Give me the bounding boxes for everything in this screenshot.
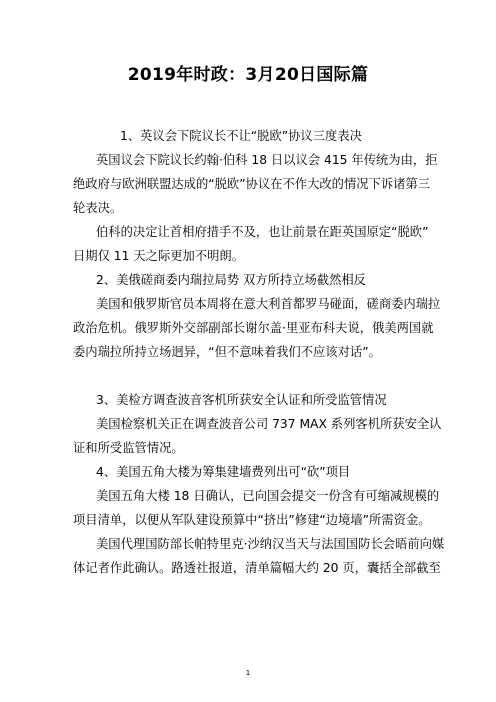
heading-item-4: 4、美国五角大楼为筹集建墙费列出可“砍”项目 <box>96 465 351 479</box>
paragraph-line: 美国代理国防部长帕特里克·沙纳汉当天与法国国防长会晤前向媒 <box>96 537 445 551</box>
paragraph-line: 伯科的决定让首相府措手不及，也让前景在距英国原定“脱欧” <box>96 225 429 239</box>
heading-item-2: 2、美俄磋商委内瑞拉局势 双方所持立场截然相反 <box>96 273 366 287</box>
paragraph-line: 美国和俄罗斯官员本周将在意大利首都罗马碰面，磋商委内瑞拉 <box>96 297 441 311</box>
paragraph-line: 体记者作此确认。路透社报道，清单篇幅大约 20 页，囊括全部截至 <box>73 561 441 575</box>
page-number: 1 <box>245 669 251 677</box>
paragraph-line: 日期仅 11 天之际更加不明朗。 <box>73 249 245 263</box>
paragraph-line: 证和所受监管情况。 <box>73 441 184 455</box>
paragraph-line: 政治危机。俄罗斯外交部副部长谢尔盖·里亚布科夫说，俄美两国就 <box>73 321 434 335</box>
paragraph-line: 绝政府与欧洲联盟达成的“脱欧”协议在不作大改的情况下诉诸第三 <box>73 177 431 191</box>
paragraph-line: 委内瑞拉所持立场迥异，“但不意味着我们不应该对话”。 <box>73 345 381 359</box>
paragraph-line: 英国议会下院议长约翰·伯科 18 日以议会 415 年传统为由，拒 <box>96 153 438 167</box>
paragraph-line: 项目清单，以便从军队建设预算中“挤出”修建“边境墙”所需资金。 <box>73 513 431 527</box>
paragraph-line: 美国检察机关正在调查波音公司 737 MAX 系列客机所获安全认 <box>96 417 442 431</box>
paragraph-line: 轮表决。 <box>73 201 123 215</box>
paragraph-line: 美国五角大楼 18 日确认，已向国会提交一份含有可缩减规模的 <box>96 489 440 503</box>
heading-item-1: 1、英议会下院议长不让“脱欧”协议三度表决 <box>120 129 362 143</box>
page-title: 2019年时政：3月20日国际篇 <box>127 65 369 85</box>
heading-item-3: 3、美检方调查波音客机所获安全认证和所受监管情况 <box>96 393 387 407</box>
